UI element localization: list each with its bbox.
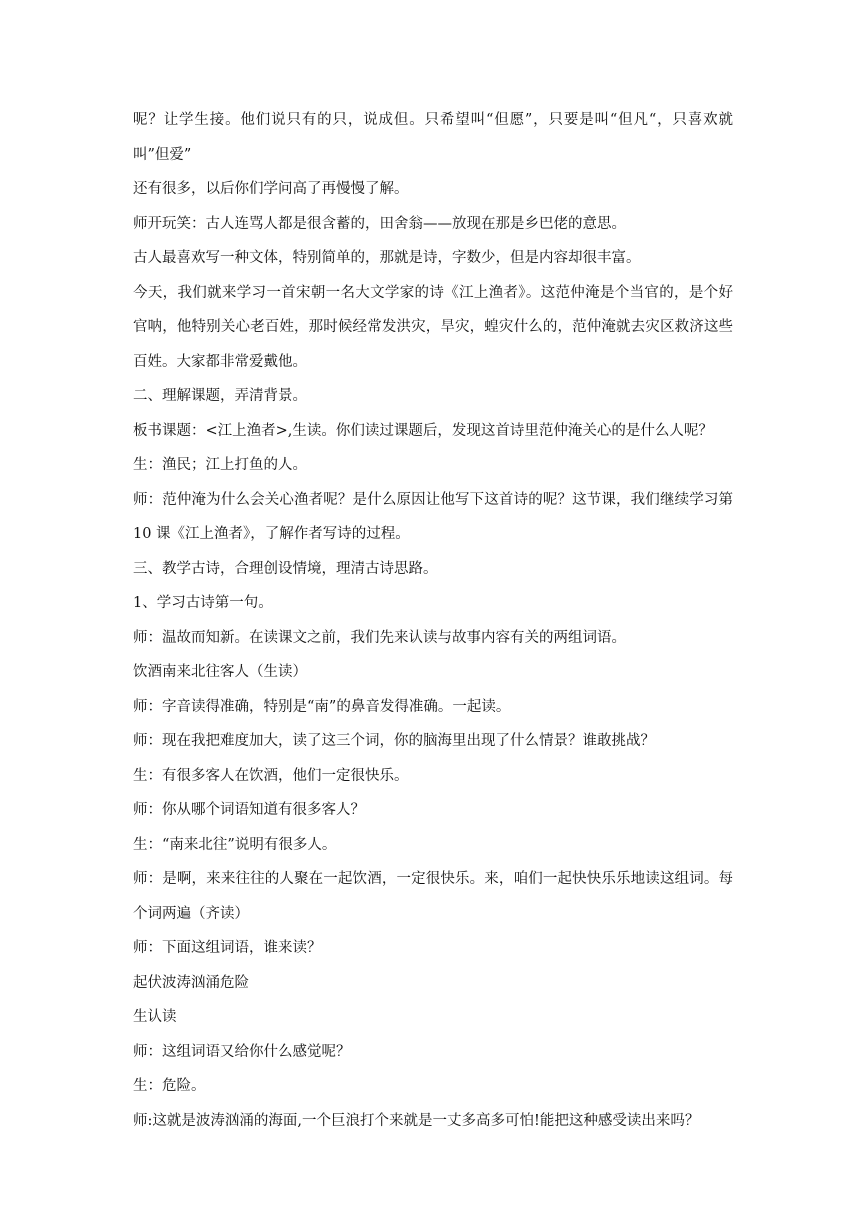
paragraph: 呢？让学生接。他们说只有的只，说成但。只希望叫“但愿”，只要是叫“但凡“，只喜欢就叫”但爱” — [133, 112, 733, 163]
paragraph: 板书课题：<江上渔者>,生读。你们读过课题后，发现这首诗里范仲淹关心的是什么人呢？ — [133, 422, 713, 439]
paragraph: 师：下面这组词语，谁来读？ — [133, 940, 322, 956]
paragraph: 生：“南来北往”说明有很多人。 — [133, 836, 337, 853]
paragraph: 师：你从哪个词语知道有很多客人？ — [133, 802, 365, 818]
paragraph: 师：是啊，来来往往的人聚在一起饮酒，一定很快乐。来，咱们一起快快乐乐地读这组词。每个词两遍（齐读） — [133, 871, 733, 922]
paragraph: 饮酒南来北往客人（生读） — [133, 664, 307, 680]
section-heading: 三、教学古诗，合理创设情境，理清古诗思路。 — [133, 560, 438, 577]
document-body — [133, 103, 733, 1138]
paragraph: 起伏波涛汹涌危险 — [133, 974, 249, 991]
paragraph: 古人最喜欢写一种文体，特别简单的，那就是诗，字数少，但是内容却很丰富。 — [133, 250, 641, 266]
paragraph: 师：现在我把难度加大，读了这三个词，你的脑海里出现了什么情景？谁敢挑战？ — [133, 733, 655, 749]
paragraph: 师：温故而知新。在读课文之前，我们先来认读与故事内容有关的两组词语。 — [133, 629, 626, 646]
paragraph: 生：危险。 — [133, 1078, 206, 1094]
paragraph: 师：范仲淹为什么会关心渔者呢？是什么原因让他写下这首诗的呢？这节课，我们继续学习第 10 课《江上渔者》，了解作者写诗的过程。 — [133, 491, 733, 542]
paragraph: 生认读 — [133, 1009, 177, 1025]
paragraph: 师:这就是波涛汹涌的海面,一个巨浪打个来就是一丈多高多可怕!能把这种感受读出来吗？ — [133, 1112, 700, 1129]
paragraph: 师：这组词语又给你什么感觉呢？ — [133, 1043, 351, 1060]
subsection-heading: 1、学习古诗第一句。 — [133, 595, 273, 611]
paragraph: 还有很多，以后你们学问高了再慢慢了解。 — [133, 181, 409, 197]
paragraph: 师开玩笑：古人连骂人都是很含蓄的，田舍翁——放现在那是乡巴佬的意思。 — [133, 215, 626, 232]
paragraph: 生：渔民；江上打鱼的人。 — [133, 457, 307, 473]
section-heading: 二、理解课题，弄清背景。 — [133, 388, 307, 404]
paragraph: 生：有很多客人在饮酒，他们一定很快乐。 — [133, 767, 409, 784]
paragraph: 今天，我们就来学习一首宋朝一名大文学家的诗《江上渔者》。这范仲淹是个当官的，是个好官呐，他特别关心老百姓，那时候经常发洪灾，旱灾，蝗灾什么的，范仲淹就去灾区救济这些百姓。大家都非常爱戴他。 — [133, 284, 733, 370]
paragraph: 师：字音读得准确，特别是“南”的鼻音发得准确。一起读。 — [133, 698, 511, 715]
